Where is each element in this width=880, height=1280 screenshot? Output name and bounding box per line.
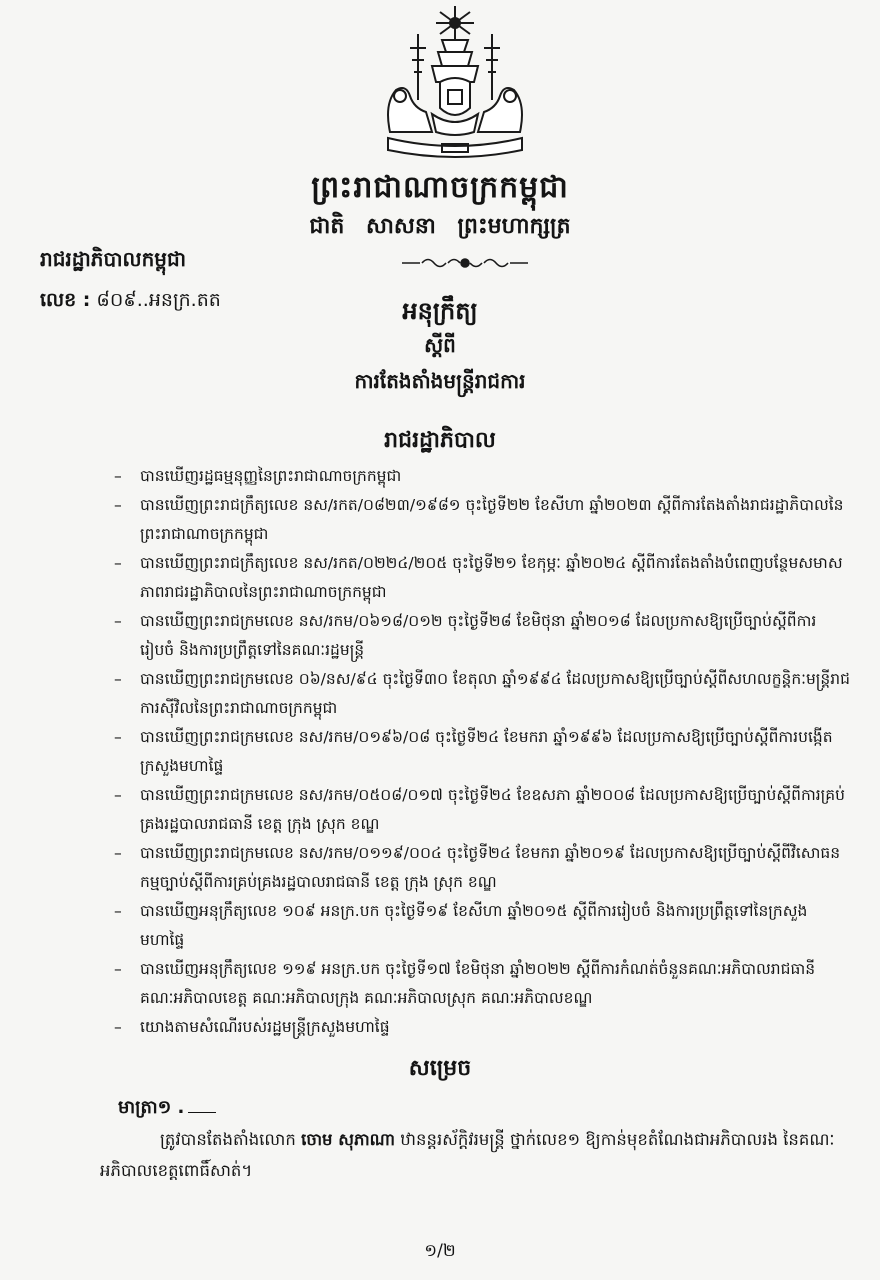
article-underline bbox=[188, 1112, 216, 1113]
list-item: – បានឃើញព្រះរាជក្រឹត្យលេខ នស/រកត/០២២៤/២០៥ ចុះថ្ងៃទី២១ ខែកុម្ភៈ ឆ្នាំ២០២៤ ស្តីពីការតែងតាំងបំពេញបន្ថែមសមាសភាពរាជរដ្ឋាភិបាលនៃព្រះរាជាណាចក្រកម្ពុជា bbox=[140, 549, 850, 607]
document-type: អនុក្រឹត្យ bbox=[402, 297, 478, 325]
list-item: – បានឃើញព្រះរាជក្រមលេខ នស/រកម/០១៩៦/០៨ ចុះថ្ងៃទី២៤ ខែមករា ឆ្នាំ១៩៩៦ ដែលប្រកាសឱ្យប្រើច្បាប់ស្តីពីការបង្កើតក្រសួងមហាផ្ទៃ bbox=[140, 723, 850, 781]
ornamental-divider-icon bbox=[400, 254, 530, 272]
list-item: – បានឃើញព្រះរាជក្រឹត្យលេខ នស/រកត/០៨២៣/១៩៨១ ចុះថ្ងៃទី២២ ខែសីហា ឆ្នាំ២០២៣ ស្តីពីការតែងតាំងរាជរដ្ឋាភិបាលនៃព្រះរាជាណាចក្រកម្ពុជា bbox=[140, 491, 850, 549]
page-number: ១/២ bbox=[424, 1241, 456, 1261]
article-text-after: ឋានន្តរស័ក្តិវរមន្ត្រី ថ្នាក់លេខ១ ឱ្យកាន់មុខតំណែងជាអភិបាលរង នៃគណៈអភិបាលខេត្តពោធិ៍សាត់។ bbox=[100, 1130, 835, 1180]
list-item: – បានឃើញរដ្ឋធម្មនុញ្ញនៃព្រះរាជាណាចក្រកម្ពុជា bbox=[140, 462, 850, 491]
article-body bbox=[100, 1124, 860, 1186]
article-label-text: មាត្រា១ . bbox=[118, 1097, 185, 1118]
appointee-name: ចោម សុភាណា bbox=[301, 1130, 396, 1149]
kingdom-heading: ព្រះរាជាណាចក្រកម្ពុជា bbox=[311, 170, 569, 205]
list-item: – បានឃើញព្រះរាជក្រមលេខ នស/រកម/០៥០៨/០១៧ ចុះថ្ងៃទី២៤ ខែឧសភា ឆ្នាំ២០០៨ ដែលប្រកាសឱ្យប្រើច្បាប់ស្តីពីការគ្រប់គ្រងរដ្ឋបាលរាជធានី ខេត្ត ក្រុង ស្រុក ខណ្ឌ bbox=[140, 781, 850, 839]
article-label bbox=[118, 1095, 216, 1122]
list-item: – បានឃើញព្រះរាជក្រមលេខ ០៦/នស/៩៤ ចុះថ្ងៃទី៣០ ខែតុលា ឆ្នាំ១៩៩៤ ដែលប្រកាសឱ្យប្រើច្បាប់ស្តីពីសហលក្ខន្តិកៈមន្ត្រីរាជការស៊ីវិលនៃព្រះរាជាណាចក្រកម្ពុជា bbox=[140, 665, 850, 723]
national-motto: ជាតិ សាសនា ព្រះមហាក្សត្រ bbox=[309, 214, 571, 239]
list-item: – បានឃើញអនុក្រឹត្យលេខ ១០៩ អនក្រ.បក ចុះថ្ងៃទី១៩ ខែសីហា ឆ្នាំ២០១៥ ស្តីពីការរៀបចំ និងការប្រព្រឹត្តទៅនៃក្រសួងមហាផ្ទៃ bbox=[140, 897, 850, 955]
list-item: – បានឃើញព្រះរាជក្រមលេខ នស/រកម/០១១៩/០០៤ ចុះថ្ងៃទី២៤ ខែមករា ឆ្នាំ២០១៩ ដែលប្រកាសឱ្យប្រើច្បាប់ស្តីពីវិសោធនកម្មច្បាប់ស្តីពីការគ្រប់គ្រងរដ្ឋបាលរាជធានី ខេត្ត ក្រុង ស្រុក ខណ្ឌ bbox=[140, 839, 850, 897]
list-item: – បានឃើញអនុក្រឹត្យលេខ ១១៩ អនក្រ.បក ចុះថ្ងៃទី១៧ ខែមិថុនា ឆ្នាំ២០២២ ស្តីពីការកំណត់ចំនួនគណៈអភិបាលរាជធានី គណៈអភិបាលខេត្ត គណៈអភិបាលក្រុង គណៈអភិបាលស្រុក គណៈអភិបាលខណ្ឌ bbox=[140, 955, 850, 1013]
royal-emblem-icon bbox=[370, 4, 540, 164]
issuing-authority: រាជរដ្ឋាភិបាលកម្ពុជា bbox=[40, 247, 186, 271]
article-text-before: ត្រូវបានតែងតាំងលោក bbox=[160, 1130, 302, 1149]
authority-heading: រាជរដ្ឋាភិបាល bbox=[384, 428, 496, 453]
list-item: – យោងតាមសំណើរបស់រដ្ឋមន្ត្រីក្រសួងមហាផ្ទៃ bbox=[140, 1013, 850, 1042]
document-about: ស្តីពី bbox=[424, 333, 456, 357]
list-item: – បានឃើញព្រះរាជក្រមលេខ នស/រកម/០៦១៨/០១២ ចុះថ្ងៃទី២៨ ខែមិថុនា ឆ្នាំ២០១៨ ដែលប្រកាសឱ្យប្រើច្បាប់ស្តីពីការរៀបចំ និងការប្រព្រឹត្តទៅនៃគណៈរដ្ឋមន្ត្រី bbox=[140, 607, 850, 665]
decision-heading: សម្រេច bbox=[408, 1056, 472, 1081]
document-subject: ការតែងតាំងមន្ត្រីរាជការ bbox=[354, 369, 526, 393]
considerations-list bbox=[140, 462, 850, 1042]
document-number-value: ៨០៩..អនក្រ.តត bbox=[96, 289, 221, 311]
document-number-label: លេខ : bbox=[40, 289, 91, 311]
